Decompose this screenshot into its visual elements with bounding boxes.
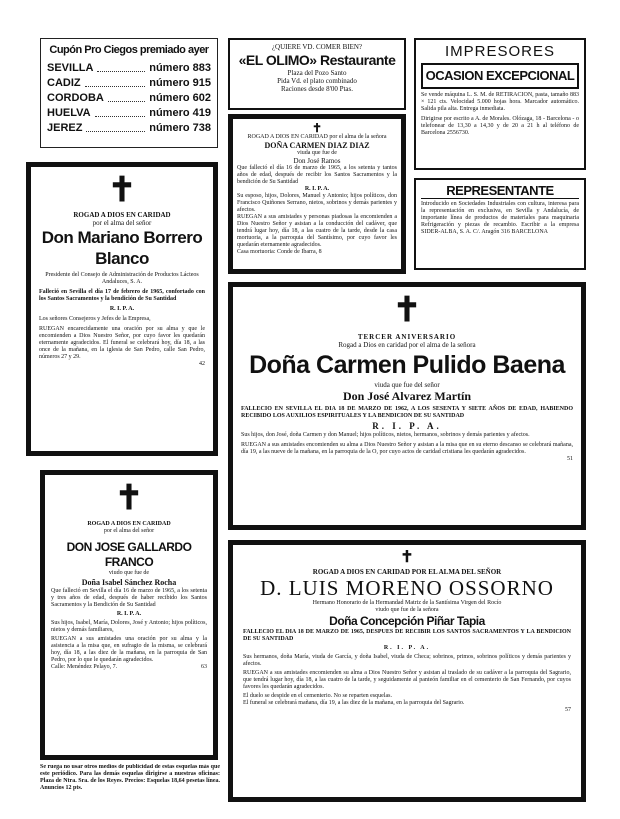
obituary-moreno-name: D. LUIS MORENO OSSORNO [260, 576, 554, 600]
obituary-borrero-name2: Blanco [95, 249, 149, 268]
obituary-diaz-address: Casa mortuoria: Conde de Ibarra, 8 [237, 249, 322, 255]
lottery-box [40, 38, 218, 148]
printers-contact: Dirigirse por escrito a A. de Morales. Olózaga, 18 - Barcelona - o telefonear de 13,30 a 14,30 y de 20 a 21 h al teléfono de Barcelona 2556730. [421, 116, 579, 136]
obituary-diaz-widow: viuda que fue de [297, 150, 337, 156]
obituary-gallardo-died: Que falleció en Sevilla el día 16 de marzo de 1965, a los setenta y tres años de edad, después de haber recibido los Santos Sacramentos y la Bendición de Su Santidad [51, 588, 207, 608]
obituary-moreno-note: El duelo se despide en el cementerio. No se reparten esquelas. [243, 693, 392, 699]
obituary-borrero-head2: por el alma del señor [92, 219, 152, 227]
obituary-moreno-funeral: El funeral se celebrará mañana, día 19, a las diez de la mañana, en la parroquia del Sagrario. [243, 700, 465, 706]
obituary-pulido [228, 282, 586, 530]
obituary-gallardo-wife: Doña Isabel Sánchez Rocha [81, 578, 177, 587]
restaurant-name: «EL OLIMO» Restaurante [238, 52, 396, 68]
obituary-borrero-ripa: R. I. P. A. [109, 306, 135, 312]
lottery-title: Cupón Pro Ciegos premiado ayer [49, 44, 209, 56]
obituary-moreno [228, 540, 586, 802]
restaurant-ad [228, 38, 406, 110]
obituary-diaz-husband: Don José Ramos [293, 157, 341, 165]
obituary-gallardo-head2: por el alma del señor [103, 528, 155, 534]
obituary-borrero [26, 162, 218, 456]
obituary-diaz-ripa: R. I. P. A. [304, 186, 330, 192]
obituary-moreno-head: ROGAD A DIOS EN CARIDAD POR EL ALMA DEL SEÑOR [312, 568, 502, 576]
obituary-pulido-ripa: R. I. P. A. [372, 421, 442, 431]
obituary-borrero-title: Presidente del Consejo de Administración de Productos Lácteos Andaluces, S. A. [45, 272, 199, 285]
obituary-pulido-widow: viuda que fue del señor [374, 381, 440, 389]
restaurant-address: Plaza del Pozo Santo [287, 69, 347, 77]
obituary-gallardo [40, 470, 218, 760]
representative-body: Introducido en Sociedades Industriales con cultura, interesa para la representación en exclusiva, en Sevilla y Andalucía, de importante línea de productos de materiales para maquinaria Refrigeración y piezas de recambio. Escribir a la empresa SIDER-ALBA, S. A. C/. Aragón 316 BARCELONA [421, 201, 579, 235]
lottery-row: CADIZ número 915 [47, 77, 211, 89]
lottery-row: JEREZ número 738 [47, 122, 211, 134]
obituary-borrero-ruegan: RUEGAN encarecidamente una oración por su alma y que le encomienden a Dios Nuestro Señor, por cuyo favor les quedarán eternamente agradecidos. El funeral se celebrará hoy, día 18, a las once de la mañana, en la iglesia de San Pedro, calle San Pedro, números 27 y 29. [39, 326, 205, 360]
cross-icon: ✝ [400, 549, 414, 566]
cross-icon: ✝ [311, 121, 323, 135]
obituary-pulido-aniversary: TERCER ANIVERSARIO [357, 333, 457, 341]
obituary-gallardo-footer [51, 664, 207, 671]
lottery-row: SEVILLA número 883 [47, 62, 211, 74]
representative-ad [414, 178, 586, 270]
obituary-pulido-family: Sus hijos, don José, doña Carmen y don Manuel; hijos políticos, nietos, hermanos, sobrinos y demás parientes y afectos. [241, 432, 530, 438]
cross-icon: ✝ [392, 290, 422, 330]
obituary-moreno-number: 57 [565, 707, 571, 713]
obituary-diaz-ruegan: RUEGAN a sus amistades y personas piadosas la encomienden a Dios Nuestro Señor y asistan a la conducción del cadáver, que tendrá lugar hoy, día 18, a las cuatro de la tarde, desde la casa mortuoria, a la parroquia del Santísimo, por cuyo favor les quedarán eternamente agradecidos. [237, 214, 397, 248]
lottery-row: HUELVA número 419 [47, 107, 211, 119]
obituary-moreno-ruegan: RUEGAN a sus amistades encomienden su alma a Dios Nuestro Señor y asistan al traslado de su cadáver a la parroquia del Sagrario, que tendrá lugar hoy, día 18, a las cuatro de la tarde, y seguidamente al panteón familiar en el cementerio de San Fernando, por cuyos favores les quedarán agradecidos. [243, 670, 571, 690]
obituary-gallardo-ripa: R. I. P. A. [116, 611, 142, 617]
cross-icon: ✝ [114, 478, 144, 518]
obituary-borrero-head1: ROGAD A DIOS EN CARIDAD [73, 211, 171, 219]
cross-icon: ✝ [107, 170, 137, 210]
restaurant-offer: Pida Vd. el plato combinado [277, 77, 357, 85]
printers-banner: OCASION EXCEPCIONAL [421, 63, 579, 89]
obituary-diaz-family: Su esposo, hijos, Dolores, Manuel y Antonio; hijos políticos, don Francisco Quiñones Serrano, nietos, sobrinos y demás parientes y afectos. [237, 193, 397, 213]
obituary-diaz [228, 114, 406, 274]
obituary-diaz-head: ROGAD A DIOS EN CARIDAD por el alma de la señora [247, 134, 387, 140]
obituary-borrero-died: Falleció en Sevilla el día 17 de febrero de 1965, confortado con los Santos Sacramentos y la bendición de Su Santidad [39, 289, 205, 302]
obituary-gallardo-name2: FRANCO [104, 555, 154, 569]
restaurant-prices: Raciones desde 8'00 Ptas. [280, 85, 354, 93]
obituary-gallardo-widow: viudo que fue de [108, 570, 150, 576]
obituary-pulido-died: FALLECIO EN SEVILLA EL DIA 18 DE MARZO DE 1962, A LOS SESENTA Y SIETE AÑOS DE EDAD, HABIENDO RECIBIDO LOS AUXILIOS ESPIRITUALES Y LA BENDICION DE SU SANTIDAD [241, 406, 573, 419]
printers-ad [414, 38, 586, 170]
obituary-gallardo-head1: ROGAD A DIOS EN CARIDAD [87, 521, 171, 527]
obituary-moreno-ripa: R. I. P. A. [383, 645, 431, 651]
bottom-note: Se ruega no usar otros medios de publicidad de estas esquelas más que este periódico. Para las demás esquelas dirigirse a nuestras oficinas: Plaza de Ntra. Sra. de los Reyes. Precios: Esquelas 18,64 pesetas línea. Anuncios 12 pts. [40, 764, 220, 791]
obituary-moreno-died: FALLECIO EL DIA 18 DE MARZO DE 1965, DESPUES DE RECIBIR LOS SANTOS SACRAMENTOS Y LA BENDICION DE SU SANTIDAD [243, 629, 571, 642]
obituary-pulido-ruegan: RUEGAN a sus amistades encomienden su alma a Dios Nuestro Señor y asistan a la misa que en su eterno descanso se celebrará mañana, día 19, a las nueve de la mañana, en la parroquia de la O, por cuyo actos de caridad cristiana les quedarán agradecidos. [241, 442, 573, 455]
obituary-moreno-wife: Doña Concepción Piñar Tapia [329, 614, 485, 628]
obituary-borrero-number: 42 [199, 361, 205, 367]
obituary-gallardo-ruegan: RUEGAN a sus amistades una oración por su alma y la asistencia a la misa que, en sufragio de la misma, se celebrará hoy, día 18, a las diez de la mañana, en la parroquia de San Pedro, por lo que le quedarán agradecidos. [51, 636, 207, 663]
printers-body: Se vende máquina L. S. M. de RETIRACION, pasta, tamaño 883 × 121 cts. Velocidad 5.000 hojas hora. Marcador automático. Salida pila alta. Entrega inmediata. [421, 92, 579, 112]
obituary-moreno-widow: viudo que fue de la señora [375, 607, 439, 613]
obituary-borrero-family: Los señores Consejeros y Jefes de la Empresa, [39, 316, 151, 322]
obituary-moreno-brother: Hermano Honorario de la Hermandad Matriz de la Santísima Virgen del Rocío [312, 600, 502, 606]
lottery-row: CORDOBA número 602 [47, 92, 211, 104]
obituary-diaz-name: DOÑA CARMEN DIAZ DIAZ [264, 141, 370, 150]
obituary-pulido-name: Doña Carmen Pulido Baena [249, 351, 565, 379]
obituary-borrero-name1: Don Mariano Borrero [41, 228, 203, 247]
restaurant-question: ¿QUIERE VD. COMER BIEN? [271, 43, 363, 51]
representative-title: REPRESENTANTE [421, 183, 579, 199]
printers-title: IMPRESORES [444, 43, 556, 60]
obituary-gallardo-family: Sus hijos, Isabel, María, Dolores, José y Antonio; hijos políticos, nietos y demás familiares, [51, 620, 207, 633]
obituary-gallardo-number: 63 [201, 664, 207, 670]
obituary-pulido-number: 51 [567, 456, 573, 462]
obituary-pulido-husband: Don José Alvarez Martín [342, 389, 472, 403]
obituary-gallardo-address: Calle: Menéndez Pelayo, 7. [51, 664, 118, 670]
obituary-pulido-head: Rogad a Dios en caridad por el alma de la señora [338, 341, 476, 349]
obituary-moreno-family: Sus hermanos, doña María, viuda de García, y doña Isabel, viuda de Checa; sobrinos, primos, sobrinos políticos y demás parientes y afectos. [243, 654, 571, 667]
obituary-diaz-died: Que falleció el día 16 de marzo de 1965, a los setenta y tantos años de edad, después de recibir los Santos Sacramentos y la bendición de Su Santidad [237, 165, 397, 185]
obituary-gallardo-name1: DON JOSE GALLARDO [66, 540, 192, 554]
